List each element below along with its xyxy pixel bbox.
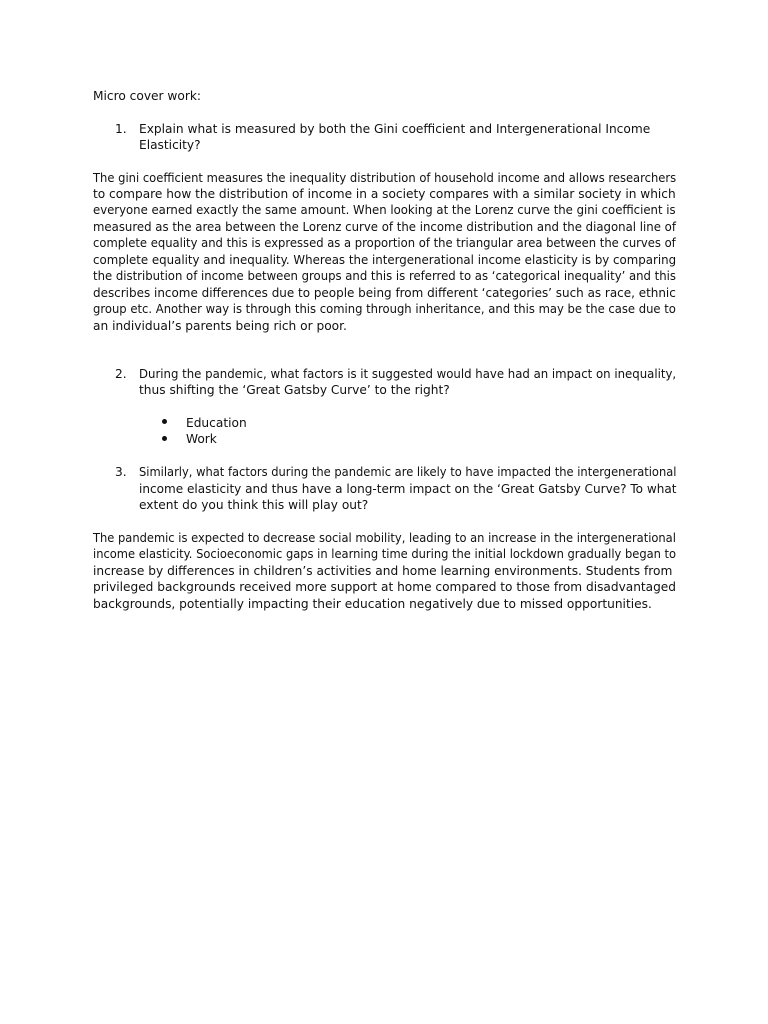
- answer-3-line-1: The pandemic is expected to decrease social mobility, leading to an increase in the intergenerational: [93, 531, 676, 545]
- bullet-item-education: Education: [186, 416, 247, 430]
- answer-1-line-9: group etc. Another way is through this coming through inheritance, and this may be the case due to: [93, 302, 676, 316]
- bullet-item-work: Work: [186, 432, 217, 446]
- answer-1-line-3: everyone earned exactly the same amount. When looking at the Lorenz curve the gini coefficient is: [93, 203, 676, 217]
- question-3-number: 3.: [115, 465, 127, 479]
- answer-3-line-5: backgrounds, potentially impacting their education negatively due to missed opportunities.: [93, 597, 652, 611]
- answer-1-line-4: measured as the area between the Lorenz curve of the income distribution and the diagonal line of: [93, 220, 676, 234]
- answer-1-line-7: the distribution of income between groups and this is referred to as ‘categorical inequality’ and this: [93, 269, 676, 283]
- document-heading: Micro cover work:: [93, 89, 202, 103]
- question-2-number: 2.: [115, 367, 127, 381]
- answer-3-line-2: income elasticity. Socioeconomic gaps in learning time during the initial lockdown gradually began to: [93, 547, 677, 561]
- answer-3-line-4: privileged backgrounds received more support at home compared to those from disadvantaged: [93, 580, 676, 594]
- answer-1-line-2: to compare how the distribution of income in a society compares with a similar society in which: [93, 187, 676, 201]
- question-1-line-1: Explain what is measured by both the Gini coefficient and Intergenerational Income: [139, 122, 651, 136]
- answer-1-line-10: an individual’s parents being rich or poor.: [93, 319, 347, 333]
- question-1-line-2: Elasticity?: [139, 138, 201, 152]
- answer-1-line-1: The gini coefficient measures the inequality distribution of household income and allows researchers: [93, 171, 677, 185]
- question-3-line-3: extent do you think this will play out?: [139, 498, 369, 512]
- question-3-line-2: income elasticity and thus have a long-term impact on the ‘Great Gatsby Curve? To what: [139, 482, 677, 496]
- question-1-number: 1.: [115, 122, 127, 136]
- question-2-line-2: thus shifting the ‘Great Gatsby Curve’ to the right?: [139, 383, 450, 397]
- question-3-line-1: Similarly, what factors during the pandemic are likely to have impacted the intergenerational: [139, 465, 677, 479]
- answer-1-line-6: complete equality and inequality. Whereas the intergenerational income elasticity is by comparing: [93, 253, 677, 267]
- bullet-dot-icon: [162, 419, 167, 424]
- answer-1-line-8: describes income differences due to people being from different ‘categories’ such as race, ethnic: [93, 286, 676, 300]
- answer-1-line-5: complete equality and this is expressed as a proportion of the triangular area between the curves of: [93, 236, 676, 250]
- answer-3-line-3: increase by differences in children’s activities and home learning environments. Students from: [93, 564, 673, 578]
- bullet-dot-icon: [162, 436, 167, 441]
- question-2-line-1: During the pandemic, what factors is it suggested would have had an impact on inequality,: [139, 367, 677, 381]
